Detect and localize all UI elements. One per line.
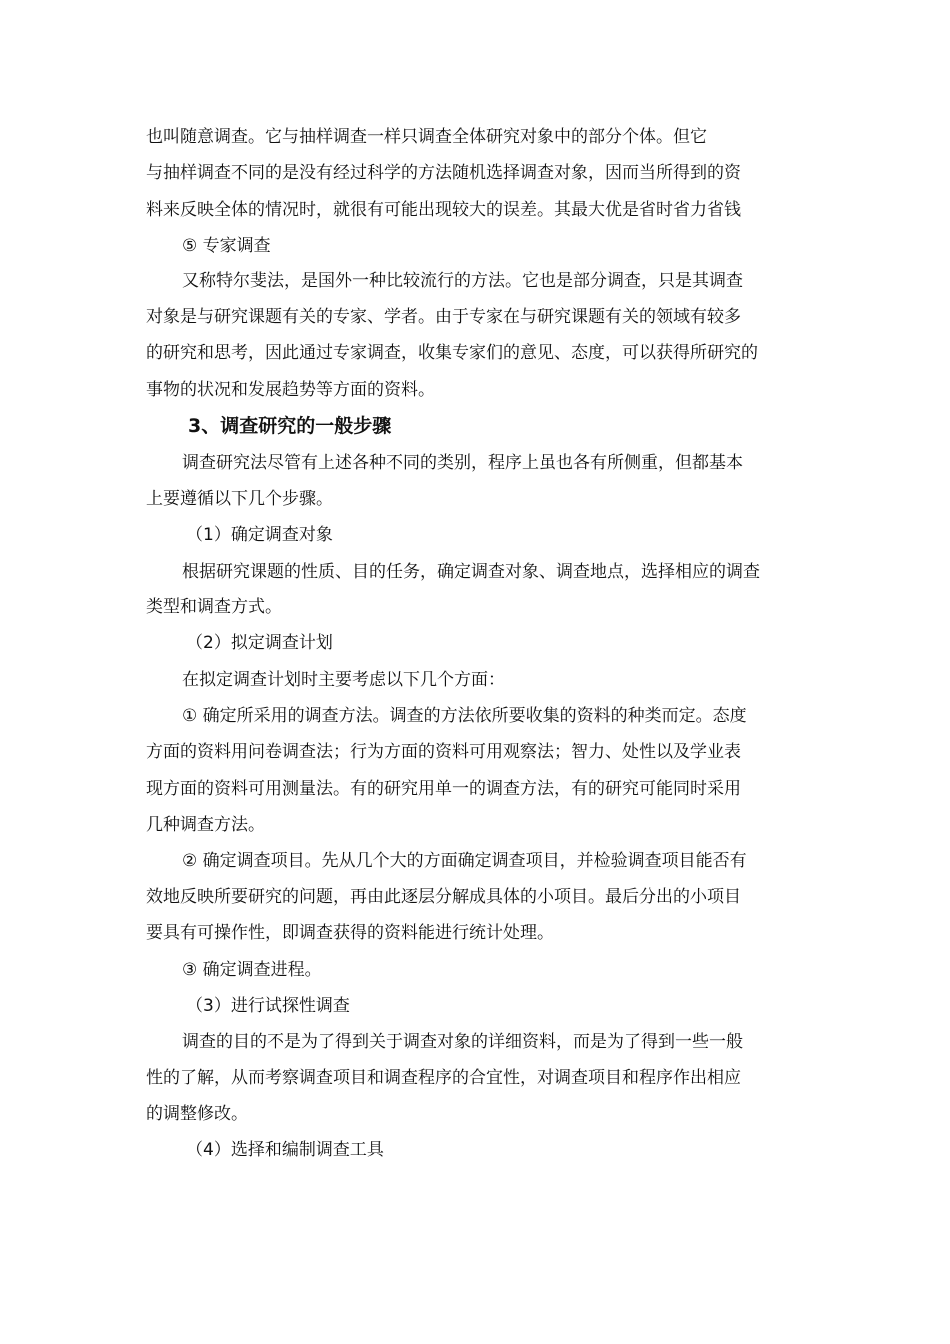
text-line: ③ 确定调查进程。 [182,960,322,980]
text-line: 效地反映所要研究的问题，再由此逐层分解成具体的小项目。最后分出的小项目 [146,887,741,907]
text-line: 也叫随意调查。它与抽样调查一样只调查全体研究对象中的部分个体。但它 [146,127,707,147]
text-line: 根据研究课题的性质、目的任务，确定调查对象、调查地点，选择相应的调查 [182,562,760,582]
text-line: 对象是与研究课题有关的专家、学者。由于专家在与研究课题有关的领域有较多 [146,307,741,327]
text-line: 类型和调查方式。 [146,597,282,617]
section-heading: 3、调查研究的一般步骤 [188,415,392,437]
text-line: 要具有可操作性，即调查获得的资料能进行统计处理。 [146,923,554,943]
text-line: 事物的状况和发展趋势等方面的资料。 [146,380,435,400]
text-line: 的研究和思考，因此通过专家调查，收集专家们的意见、态度，可以获得所研究的 [146,343,758,363]
text-line: 料来反映全体的情况时，就很有可能出现较大的误差。其最大优是省时省力省钱 [146,200,741,220]
step-heading: （1）确定调查对象 [186,525,333,545]
text-line: 调查的目的不是为了得到关于调查对象的详细资料，而是为了得到一些一般 [182,1032,743,1052]
text-line: 性的了解，从而考察调查项目和调查程序的合宜性，对调查项目和程序作出相应 [146,1068,741,1088]
text-line: 方面的资料用问卷调查法；行为方面的资料可用观察法；智力、处性以及学业表 [146,742,741,762]
text-line: 在拟定调查计划时主要考虑以下几个方面： [182,670,505,690]
list-item-heading: ⑤ 专家调查 [182,236,271,256]
text-line: 现方面的资料可用测量法。有的研究用单一的调查方法，有的研究可能同时采用 [146,779,741,799]
text-line: ① 确定所采用的调查方法。调查的方法依所要收集的资料的种类而定。态度 [182,706,747,726]
step-heading: （2）拟定调查计划 [186,633,333,653]
step-heading: （3）进行试探性调查 [186,996,350,1016]
text-line: 与抽样调查不同的是没有经过科学的方法随机选择调查对象，因而当所得到的资 [146,163,741,183]
text-line: 上要遵循以下几个步骤。 [146,489,333,509]
text-line: 调查研究法尽管有上述各种不同的类别，程序上虽也各有所侧重，但都基本 [182,453,743,473]
text-line: 又称特尔斐法，是国外一种比较流行的方法。它也是部分调查，只是其调查 [182,271,743,291]
text-line: 几种调查方法。 [146,815,265,835]
step-heading: （4）选择和编制调查工具 [186,1140,384,1160]
text-line: 的调整修改。 [146,1104,248,1124]
text-line: ② 确定调查项目。先从几个大的方面确定调查项目，并检验调查项目能否有 [182,851,747,871]
